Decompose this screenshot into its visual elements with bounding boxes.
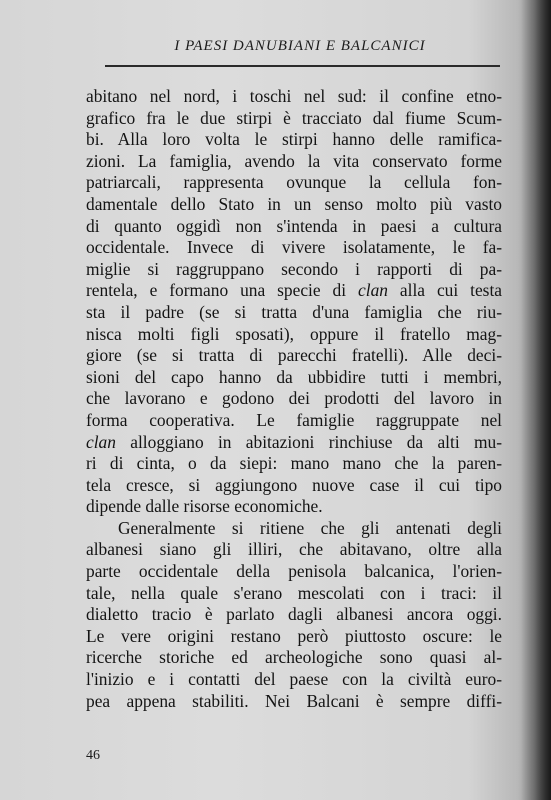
text-line: dipende dalle risorse economiche.	[86, 496, 323, 517]
text-line: grafico fra le due stirpi è tracciato dal fiume Scum-	[86, 107, 502, 128]
header-rule	[105, 65, 500, 67]
text-line: rentela, e formano una specie di clan alla cui testa	[86, 280, 502, 301]
text-line: dialetto tracio è parlato dagli albanesi ancora oggi.	[86, 604, 502, 625]
text-line: Le vere origini restano però piuttosto oscure: le	[86, 625, 502, 646]
text-line: albanesi siano gli illiri, che abitavano, oltre alla	[86, 539, 502, 560]
text-line: forma cooperativa. Le famiglie raggruppate nel	[86, 409, 502, 430]
text-line: miglie si raggruppano secondo i rapporti di pa-	[86, 258, 502, 279]
text-line: occidentale. Invece di vivere isolatamente, le fa-	[86, 237, 502, 258]
text-line: tale, nella quale s'erano mescolati con i traci: il	[86, 582, 502, 603]
italic-term: clan	[358, 280, 388, 301]
text-line: clan alloggiano in abitazioni rinchiuse da alti mu-	[86, 431, 502, 452]
text-line: ri di cinta, o da siepi: mano mano che la paren-	[86, 453, 502, 474]
text-line: che lavorano e godono dei prodotti del lavoro in	[86, 388, 502, 409]
italic-term: clan	[86, 431, 116, 452]
text-line: giore (se si tratta di parecchi fratelli). Alle deci-	[86, 345, 502, 366]
text-line: Generalmente si ritiene che gli antenati degli	[118, 517, 502, 538]
page-gutter-shadow	[521, 0, 551, 800]
text-line: bi. Alla loro volta le stirpi hanno delle ramifica-	[86, 129, 502, 150]
text-line: di quanto oggidì non s'intenda in paesi a cultura	[86, 215, 502, 236]
text-line: l'inizio e i contatti del paese con la civiltà euro-	[86, 669, 502, 690]
text-line: patriarcali, rappresenta ovunque la cellula fon-	[86, 172, 502, 193]
text-line: zioni. La famiglia, avendo la vita conservato forme	[86, 150, 502, 171]
page-number: 46	[86, 748, 100, 763]
text-line: tela cresce, si aggiungono nuove case il cui tipo	[86, 474, 502, 495]
text-line: sioni del capo hanno da ubbidire tutti i membri,	[86, 366, 502, 387]
text-line: pea appena stabiliti. Nei Balcani è sempre diffi-	[86, 690, 502, 711]
text-line: nisca molti figli sposati), oppure il fratello mag-	[86, 323, 502, 344]
text-line: parte occidentale della penisola balcanica, l'orien-	[86, 561, 502, 582]
text-line: sta il padre (se si tratta d'una famiglia che riu-	[86, 301, 502, 322]
body-text	[86, 86, 502, 712]
text-line: damentale dello Stato in un senso molto più vasto	[86, 193, 502, 214]
text-line: abitano nel nord, i toschi nel sud: il confine etno-	[86, 86, 502, 106]
text-line: ricerche storiche ed archeologiche sono quasi al-	[86, 647, 502, 668]
running-head: I PAESI DANUBIANI E BALCANICI	[174, 38, 426, 54]
